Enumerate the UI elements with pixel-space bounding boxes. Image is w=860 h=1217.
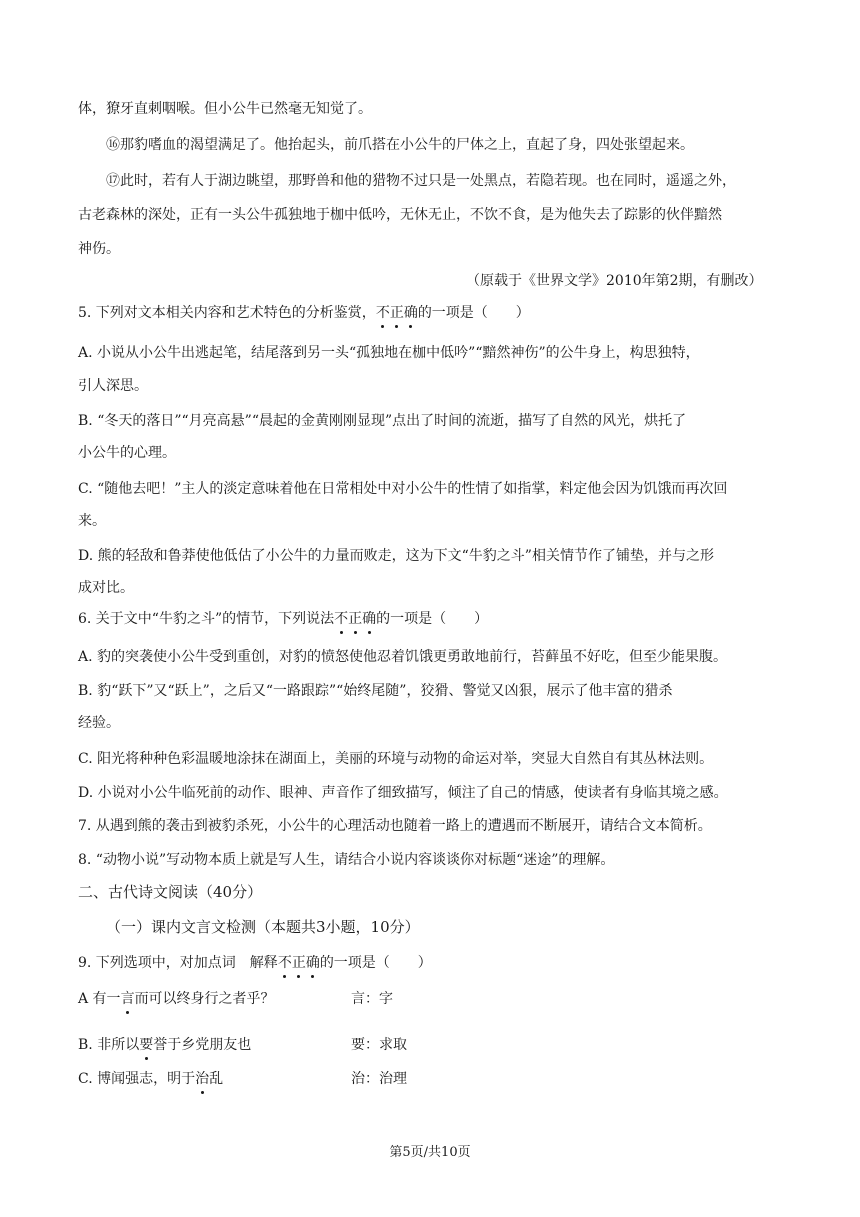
emphasis-char: 治 xyxy=(195,1071,210,1087)
emphasis-char: 不 xyxy=(375,305,390,321)
emphasis-char: 确 xyxy=(305,955,320,971)
question-9-stem xyxy=(78,953,432,973)
option-text: 而可以终身行之者乎？ xyxy=(134,991,275,1007)
emphasis-char: 确 xyxy=(362,611,377,627)
option-text: A 有一 xyxy=(78,991,121,1007)
option-b: 小公牛的心理。 xyxy=(78,445,176,461)
option-b: B. “冬天的落日”“月亮高悬”“晨起的金黄刚刚显现”点出了时间的流逝，描写了自然的风光，烘托了 xyxy=(78,413,687,429)
subsection-heading: （一）课内文言文检测（本题共3小题，10分） xyxy=(106,918,420,936)
option-b: 经验。 xyxy=(78,715,120,731)
option-d: D. 小说对小公牛临死前的动作、眼神、声音作了细致描写，倾注了自己的情感，使读者有身临其境之感。 xyxy=(78,785,728,801)
question-6-stem xyxy=(78,609,488,629)
emphasis-char: 确 xyxy=(403,305,418,321)
emphasis-char: 正 xyxy=(348,611,363,627)
paragraph-17: 古老森林的深处，正有一头公牛孤独地于枷中低吟，无休无止，不饮不食，是为他失去了踪影的伙伴黯然 xyxy=(78,207,722,223)
emphasis-char: 不 xyxy=(277,955,292,971)
paragraph-17: 神伤。 xyxy=(78,241,120,257)
stem-text: 的一项是（ ） xyxy=(319,955,432,971)
emphasis-char: 不 xyxy=(334,611,349,627)
stem-text: 的一项是（ ） xyxy=(376,611,489,627)
emphasis-char: 正 xyxy=(291,955,306,971)
option-a: 引人深思。 xyxy=(78,378,148,394)
emphasis-char: 言 xyxy=(120,991,135,1007)
source-citation: （原载于《世界文学》2010年第2期，有删改） xyxy=(466,273,763,289)
option-d: 成对比。 xyxy=(78,580,134,596)
option-text: C. 博闻强志，明于 xyxy=(78,1071,196,1087)
emphasis-char: 要 xyxy=(139,1037,154,1053)
option-a xyxy=(78,989,275,1009)
option-c-explanation: 治：治理 xyxy=(351,1071,407,1087)
emphasis-char: 正 xyxy=(389,305,404,321)
option-b: B. 豹“跃下”又“跃上”，之后又“一路跟踪”“始终尾随”，狡猾、警觉又凶狠，展示了他丰富的猎杀 xyxy=(78,683,673,699)
page-footer: 第5页/共10页 xyxy=(389,1145,471,1160)
section-heading: 二、古代诗文阅读（40分） xyxy=(78,883,263,901)
passage-line: 体，獠牙直刺咽喉。但小公牛已然毫无知觉了。 xyxy=(78,101,372,117)
option-text: 乱 xyxy=(209,1071,224,1087)
stem-text: 6. 关于文中“牛豹之斗”的情节，下列说法 xyxy=(78,611,335,627)
stem-text: 5. 下列对文本相关内容和艺术特色的分析鉴赏， xyxy=(78,305,376,321)
question-7: 7. 从遇到熊的袭击到被豹杀死，小公牛的心理活动也随着一路上的遭遇而不断展开，请结合文本简析。 xyxy=(78,818,712,834)
option-c: C. 阳光将种种色彩温暖地涂抹在湖面上，美丽的环境与动物的命运对举，突显大自然自有其丛林法则。 xyxy=(78,751,714,767)
option-c: C. “随他去吧！”主人的淡定意味着他在日常相处中对小公牛的性情了如指掌，料定他会因为饥饿而再次回 xyxy=(78,481,728,497)
option-a-explanation: 言：字 xyxy=(351,991,393,1007)
option-d: D. 熊的轻敌和鲁莽使他低估了小公牛的力量而败走，这为下文“牛豹之斗”相关情节作了铺垫，并与之形 xyxy=(78,548,714,564)
option-a: A. 豹的突袭使小公牛受到重创，对豹的愤怒使他忍着饥饿更勇敢地前行，苔藓虽不好吃，但至少能果腹。 xyxy=(78,649,728,665)
option-text: B. 非所以 xyxy=(78,1037,140,1053)
stem-text: 的一项是（ ） xyxy=(417,305,530,321)
question-8: 8. “动物小说”写动物本质上就是写人生，请结合小说内容谈谈你对标题“迷途”的理解。 xyxy=(78,852,615,868)
stem-text: 9. 下列选项中，对加点词 解释 xyxy=(78,955,278,971)
option-a: A. 小说从小公牛出逃起笔，结尾落到另一头“孤独地在枷中低吟”“黯然神伤”的公牛身上，构思独特， xyxy=(78,345,700,361)
option-text: 誉于乡党朋友也 xyxy=(153,1037,252,1053)
question-5-stem xyxy=(78,303,530,323)
option-c xyxy=(78,1069,223,1089)
option-c: 来。 xyxy=(78,513,106,529)
paragraph-17: ⑰此时，若有人于湖边眺望，那野兽和他的猎物不过只是一处黑点，若隐若现。也在同时，遥遥之外， xyxy=(106,173,736,189)
option-b xyxy=(78,1035,251,1055)
option-b-explanation: 要：求取 xyxy=(351,1037,407,1053)
paragraph-16: ⑯那豹嗜血的渴望满足了。他抬起头，前爪搭在小公牛的尸体之上，直起了身，四处张望起来。 xyxy=(106,137,694,153)
